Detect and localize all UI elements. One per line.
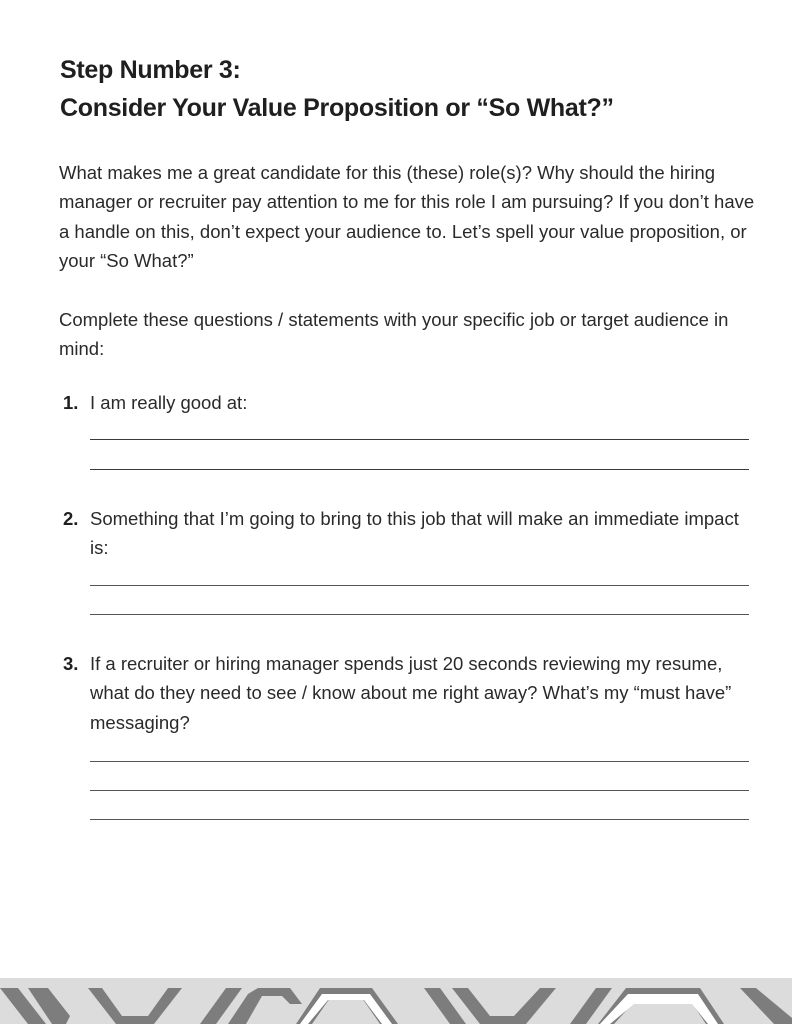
answer-line[interactable]	[90, 761, 749, 762]
question-text: Something that I’m going to bring to this job that will make an immediate impact is:	[90, 508, 739, 559]
instructions-paragraph: Complete these questions / statements with your specific job or target audience in mind:	[59, 309, 729, 360]
question-number: 3.	[63, 653, 79, 674]
question-text: I am really good at:	[90, 392, 248, 413]
question-number: 2.	[63, 508, 79, 529]
answer-line[interactable]	[90, 614, 749, 615]
question-text: If a recruiter or hiring manager spends just 20 seconds reviewing my resume, what do they need to see / know about me right away? What’s my “must have” messaging?	[90, 653, 732, 733]
answer-line[interactable]	[90, 585, 749, 586]
footer-pattern-band	[0, 978, 792, 1024]
title-step: Step Number 3:	[60, 56, 241, 84]
answer-line[interactable]	[90, 790, 749, 791]
answer-line[interactable]	[90, 819, 749, 820]
answer-line[interactable]	[90, 469, 749, 470]
answer-line[interactable]	[90, 439, 749, 440]
question-number: 1.	[63, 392, 79, 413]
page-title	[60, 51, 614, 127]
intro-paragraph: What makes me a great candidate for this (these) role(s)? Why should the hiring manager or recruiter pay attention to me for this role I am pursuing? If you don’t have a handle on this, don’t expect your audience to. Let’s spell your value proposition, or your “So What?”	[59, 162, 755, 271]
title-topic: Consider Your Value Proposition or “So What?”	[60, 94, 614, 122]
